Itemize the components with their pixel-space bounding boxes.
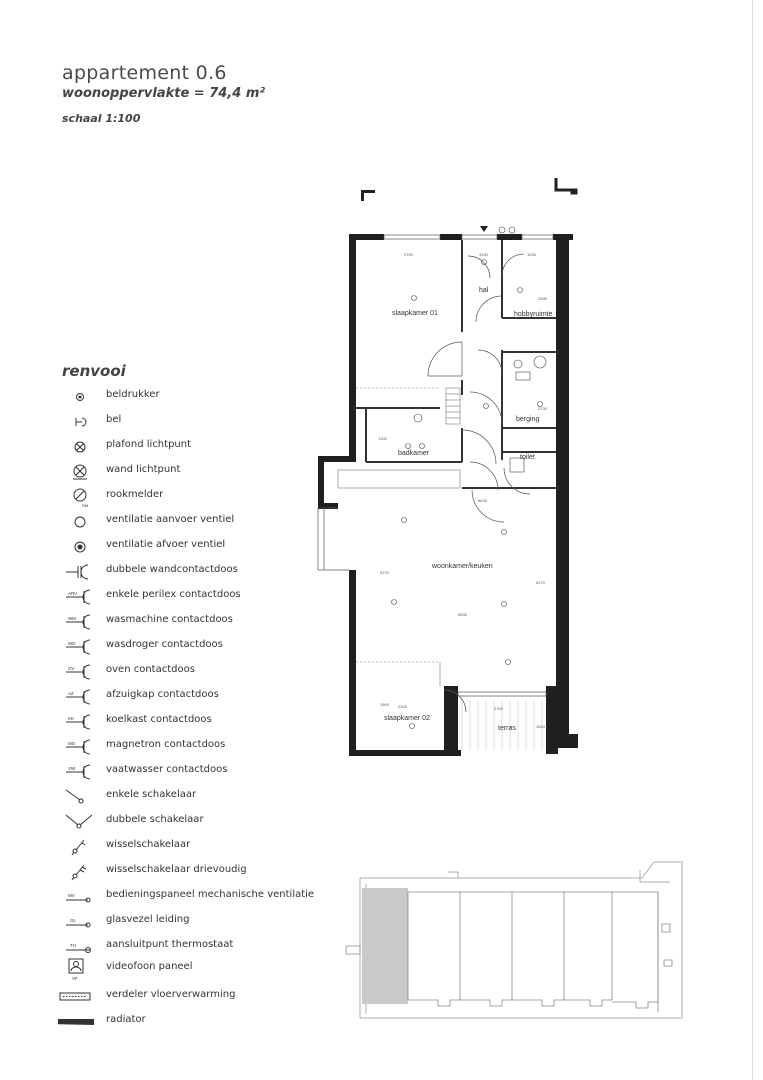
dim-2329: 2329 <box>398 704 407 709</box>
legend-label: wisselschakelaar <box>106 839 191 850</box>
legend-item <box>58 436 318 458</box>
legend-item <box>58 811 318 833</box>
room-hobbyruimte: hobbyruimte <box>514 311 553 318</box>
oven-contactdoos-icon <box>58 661 98 683</box>
wasdroger-contactdoos-icon <box>58 636 98 658</box>
legend-item <box>58 386 318 408</box>
koelkast-contactdoos-icon <box>58 711 98 733</box>
floor-plan <box>300 170 600 770</box>
bel-icon <box>58 411 98 433</box>
svg-text:WD: WD <box>68 641 76 646</box>
legend-item <box>58 861 318 883</box>
svg-text:KK: KK <box>68 716 75 721</box>
legend-item <box>58 586 318 608</box>
ventilatie-aanvoer-icon <box>58 511 98 533</box>
wisselschakelaar-icon <box>58 836 98 858</box>
svg-text:RM: RM <box>82 503 89 508</box>
legend-label: radiator <box>106 1014 146 1025</box>
plafond-lichtpunt-icon <box>58 436 98 458</box>
svg-text:VW: VW <box>68 766 76 771</box>
legend-item <box>58 886 318 908</box>
wand-lichtpunt-icon <box>58 461 98 483</box>
enkele-schakelaar-icon <box>58 786 98 808</box>
site-plan <box>340 850 685 1030</box>
svg-text:WM: WM <box>68 616 76 621</box>
svg-text:GL: GL <box>70 918 77 923</box>
svg-text:OV: OV <box>68 666 75 671</box>
legend-label: bedieningspaneel mechanische ventilatie <box>106 889 315 900</box>
svg-text:ARV: ARV <box>68 591 78 596</box>
legend-item <box>58 1011 318 1033</box>
legend-item <box>58 958 318 984</box>
legend-item <box>58 911 318 933</box>
legend-item <box>58 411 318 433</box>
legend-label: vaatwasser contactdoos <box>106 764 228 775</box>
legend-label: verdeler vloerverwarming <box>106 989 236 1000</box>
legend-item <box>58 661 318 683</box>
legend-label: wand lichtpunt <box>106 464 181 475</box>
legend-label: wasdroger contactdoos <box>106 639 223 650</box>
legend-label: koelkast contactdoos <box>106 714 212 725</box>
beldrukker-icon <box>58 386 98 408</box>
svg-text:MG: MG <box>68 741 76 746</box>
legend-label: afzuigkap contactdoos <box>106 689 219 700</box>
legend-label: wisselschakelaar drievoudig <box>106 864 247 875</box>
legend-item <box>58 786 318 808</box>
dubbele-schakelaar-icon <box>58 811 98 833</box>
legend-item <box>58 486 318 508</box>
ventilatie-afvoer-icon <box>58 536 98 558</box>
legend-label: bel <box>106 414 122 425</box>
afzuigkap-contactdoos-icon <box>58 686 98 708</box>
dim-1544: 1544 <box>536 724 545 729</box>
room-hal: hal <box>479 287 489 294</box>
legend-label: rookmelder <box>106 489 164 500</box>
dim-2700-b: 2700 <box>494 706 503 711</box>
legend-item <box>58 561 318 583</box>
legend-item <box>58 736 318 758</box>
legend-item <box>58 536 318 558</box>
scale-note: schaal 1:100 <box>62 112 141 125</box>
legend-label: ventilatie aanvoer ventiel <box>106 514 235 525</box>
room-toilet: toilet <box>520 454 535 461</box>
dim-3330: 3330 <box>479 252 488 257</box>
dim-1500: 1500 <box>380 702 389 707</box>
legend-label: wasmachine contactdoos <box>106 614 233 625</box>
room-terras: terras <box>498 725 516 732</box>
legend-item <box>58 686 318 708</box>
legend-label: beldrukker <box>106 389 160 400</box>
dim-6635: 6635 <box>478 498 487 503</box>
wasmachine-contactdoos-icon <box>58 611 98 633</box>
legend-label: videofoon paneel <box>106 961 193 972</box>
legend-item <box>58 511 318 533</box>
rookmelder-icon <box>58 486 98 508</box>
legend-label: ventilatie afvoer ventiel <box>106 539 226 550</box>
perilex-contactdoos-icon <box>58 586 98 608</box>
legend-item <box>58 936 318 958</box>
legend-title: renvooi <box>62 362 126 380</box>
legend-item <box>58 836 318 858</box>
legend-item <box>58 636 318 658</box>
legend-item <box>58 761 318 783</box>
magnetron-contactdoos-icon <box>58 736 98 758</box>
living-area: woonoppervlakte = 74,4 m² <box>62 86 266 101</box>
dim-2130: 2130 <box>538 406 547 411</box>
room-slaapkamer-01: slaapkamer 01 <box>392 310 438 317</box>
dubbele-wandcontactdoos-icon <box>58 561 98 583</box>
dim-1300: 1300 <box>378 436 387 441</box>
room-badkamer: badkamer <box>398 450 430 457</box>
svg-text:TH: TH <box>70 943 76 948</box>
page-title: appartement 0.6 <box>62 62 227 84</box>
legend-item <box>58 461 318 483</box>
glasvezel-icon <box>58 911 98 933</box>
room-berging: berging <box>516 416 540 423</box>
videofoon-icon <box>58 958 98 984</box>
legend-item <box>58 711 318 733</box>
legend-label: enkele schakelaar <box>106 789 197 800</box>
vaatwasser-contactdoos-icon <box>58 761 98 783</box>
dim-2839: 2839 <box>538 296 547 301</box>
dim-5370: 5370 <box>380 570 389 575</box>
bedieningspaneel-ventilatie-icon <box>58 886 98 908</box>
radiator-icon <box>58 1011 98 1033</box>
svg-text:VF: VF <box>72 976 78 981</box>
legend-label: glasvezel leiding <box>106 914 190 925</box>
verdeler-vloerverwarming-icon <box>58 986 98 1008</box>
dim-5270: 5270 <box>536 580 545 585</box>
legend-label: aansluitpunt thermostaat <box>106 939 234 950</box>
dim-2700-a: 2700 <box>404 252 413 257</box>
room-slaapkamer-02: slaapkamer 02 <box>384 715 430 722</box>
svg-text:AZ: AZ <box>68 691 74 696</box>
legend-label: dubbele wandcontactdoos <box>106 564 238 575</box>
thermostaat-icon <box>58 936 98 958</box>
svg-text:MV: MV <box>68 893 75 898</box>
wisselschakelaar-drievoudig-icon <box>58 861 98 883</box>
legend-item <box>58 986 318 1008</box>
room-woonkamer-keuken: woonkamer/keuken <box>432 563 493 570</box>
legend-label: enkele perilex contactdoos <box>106 589 241 600</box>
legend-label: magnetron contactdoos <box>106 739 226 750</box>
page-edge-line <box>752 0 753 1080</box>
dim-1535: 1535 <box>527 252 536 257</box>
dim-5535: 5535 <box>458 612 467 617</box>
legend-label: dubbele schakelaar <box>106 814 204 825</box>
legend-item <box>58 611 318 633</box>
legend-label: oven contactdoos <box>106 664 195 675</box>
legend-label: plafond lichtpunt <box>106 439 192 450</box>
